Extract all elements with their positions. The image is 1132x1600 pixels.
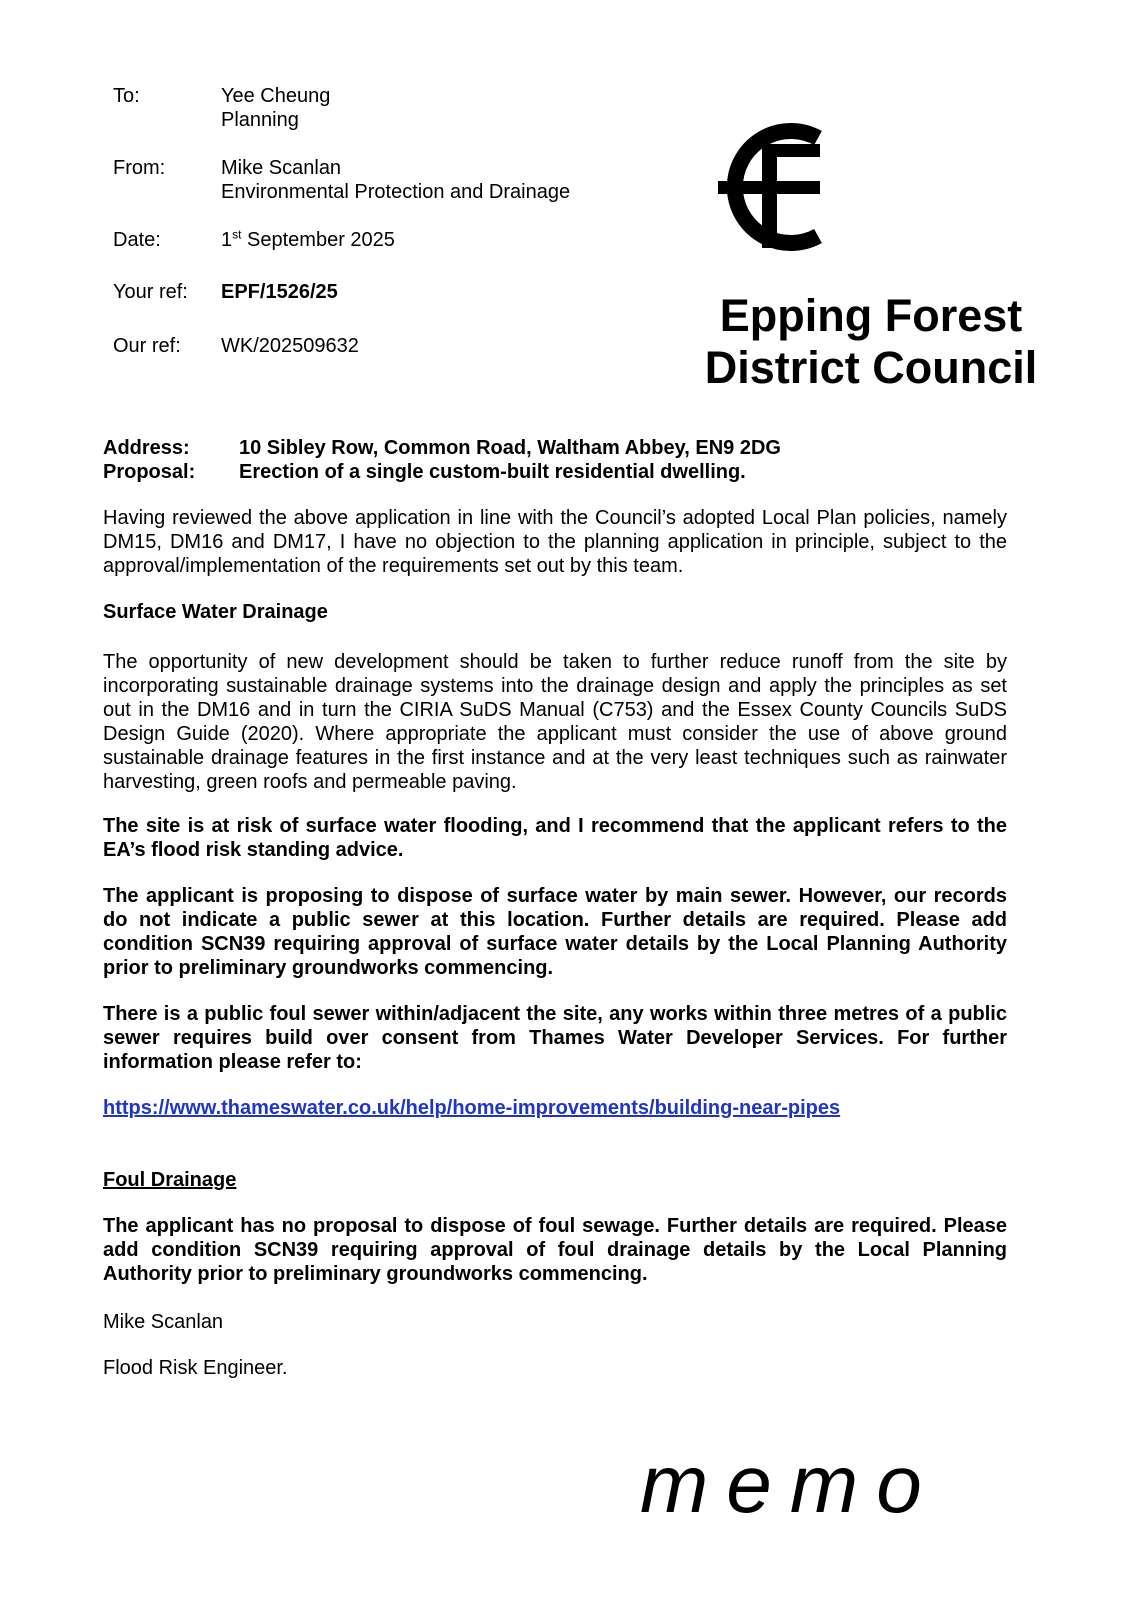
date-label: Date:: [113, 229, 161, 251]
to-label: To:: [113, 85, 140, 107]
proposal-label: Proposal:: [103, 461, 196, 483]
surface-water-paragraph: The opportunity of new development should be taken to further reduce runoff from the site by incorporating sustainable drainage systems into the drainage design and apply the principles as set out in the DM16 and in turn the CIRIA SuDS Manual (C753) and the Essex County Councils SuDS Design Guide (2020). Where appropriate the applicant must consider the use of above ground sustainable drainage features in the first instance and at the very least techniques such as rainwater harvesting, green roofs and permeable paving.: [103, 651, 1007, 793]
date-value: [221, 228, 395, 252]
date-suffix: st: [232, 227, 242, 242]
date-day: 1: [221, 229, 233, 251]
from-name: Mike Scanlan: [221, 157, 342, 179]
foul-sewer-paragraph: There is a public foul sewer within/adjacent the site, any works within three metres of a public sewer requires build over consent from Thames Water Developer Services. For further information please refer to:: [103, 1003, 1007, 1073]
memo-wordmark: memo: [640, 1439, 940, 1530]
thames-water-link[interactable]: https://www.thameswater.co.uk/help/home-improvements/building-near-pipes: [103, 1097, 841, 1119]
council-name-line1: Epping Forest: [719, 290, 1023, 341]
your-ref-label: Your ref:: [113, 281, 188, 303]
surface-water-heading: Surface Water Drainage: [103, 601, 328, 623]
foul-drainage-heading: Foul Drainage: [103, 1169, 237, 1191]
main-sewer-paragraph: The applicant is proposing to dispose of surface water by main sewer. However, our records do not indicate a public sewer at this location. Further details are required. Please add condition SCN39 requiring approval of surface water details by the Local Planning Authority prior to preliminary groundworks commencing.: [103, 885, 1007, 979]
intro-paragraph: Having reviewed the above application in line with the Council’s adopted Local Plan policies, namely DM15, DM16 and DM17, I have no objection to the planning application in principle, subject to the approval/implementation of the requirements set out by this team.: [103, 507, 1007, 577]
proposal-value: Erection of a single custom-built residential dwelling.: [239, 461, 746, 483]
foul-drainage-paragraph: The applicant has no proposal to dispose of foul sewage. Further details are required. Please add condition SCN39 requiring approval of foul drainage details by the Local Planning Authority prior to preliminary groundworks commencing.: [103, 1215, 1007, 1285]
council-name: [690, 290, 1052, 394]
council-logo-icon: [714, 118, 836, 256]
to-name: Yee Cheung: [221, 85, 331, 107]
signature-name: Mike Scanlan: [103, 1311, 224, 1333]
our-ref-label: Our ref:: [113, 335, 181, 357]
council-name-line2: District Council: [704, 342, 1038, 393]
signature-title: Flood Risk Engineer.: [103, 1357, 288, 1379]
flood-risk-paragraph: The site is at risk of surface water flooding, and I recommend that the applicant refers to the EA’s flood risk standing advice.: [103, 815, 1007, 861]
your-ref-value: EPF/1526/25: [221, 281, 338, 303]
to-department: Planning: [221, 109, 299, 131]
address-label: Address:: [103, 437, 190, 459]
our-ref-value: WK/202509632: [221, 335, 359, 357]
date-rest: September 2025: [241, 229, 395, 251]
from-label: From:: [113, 157, 166, 179]
from-department: Environmental Protection and Drainage: [221, 181, 571, 203]
address-value: 10 Sibley Row, Common Road, Waltham Abbey, EN9 2DG: [239, 437, 781, 459]
